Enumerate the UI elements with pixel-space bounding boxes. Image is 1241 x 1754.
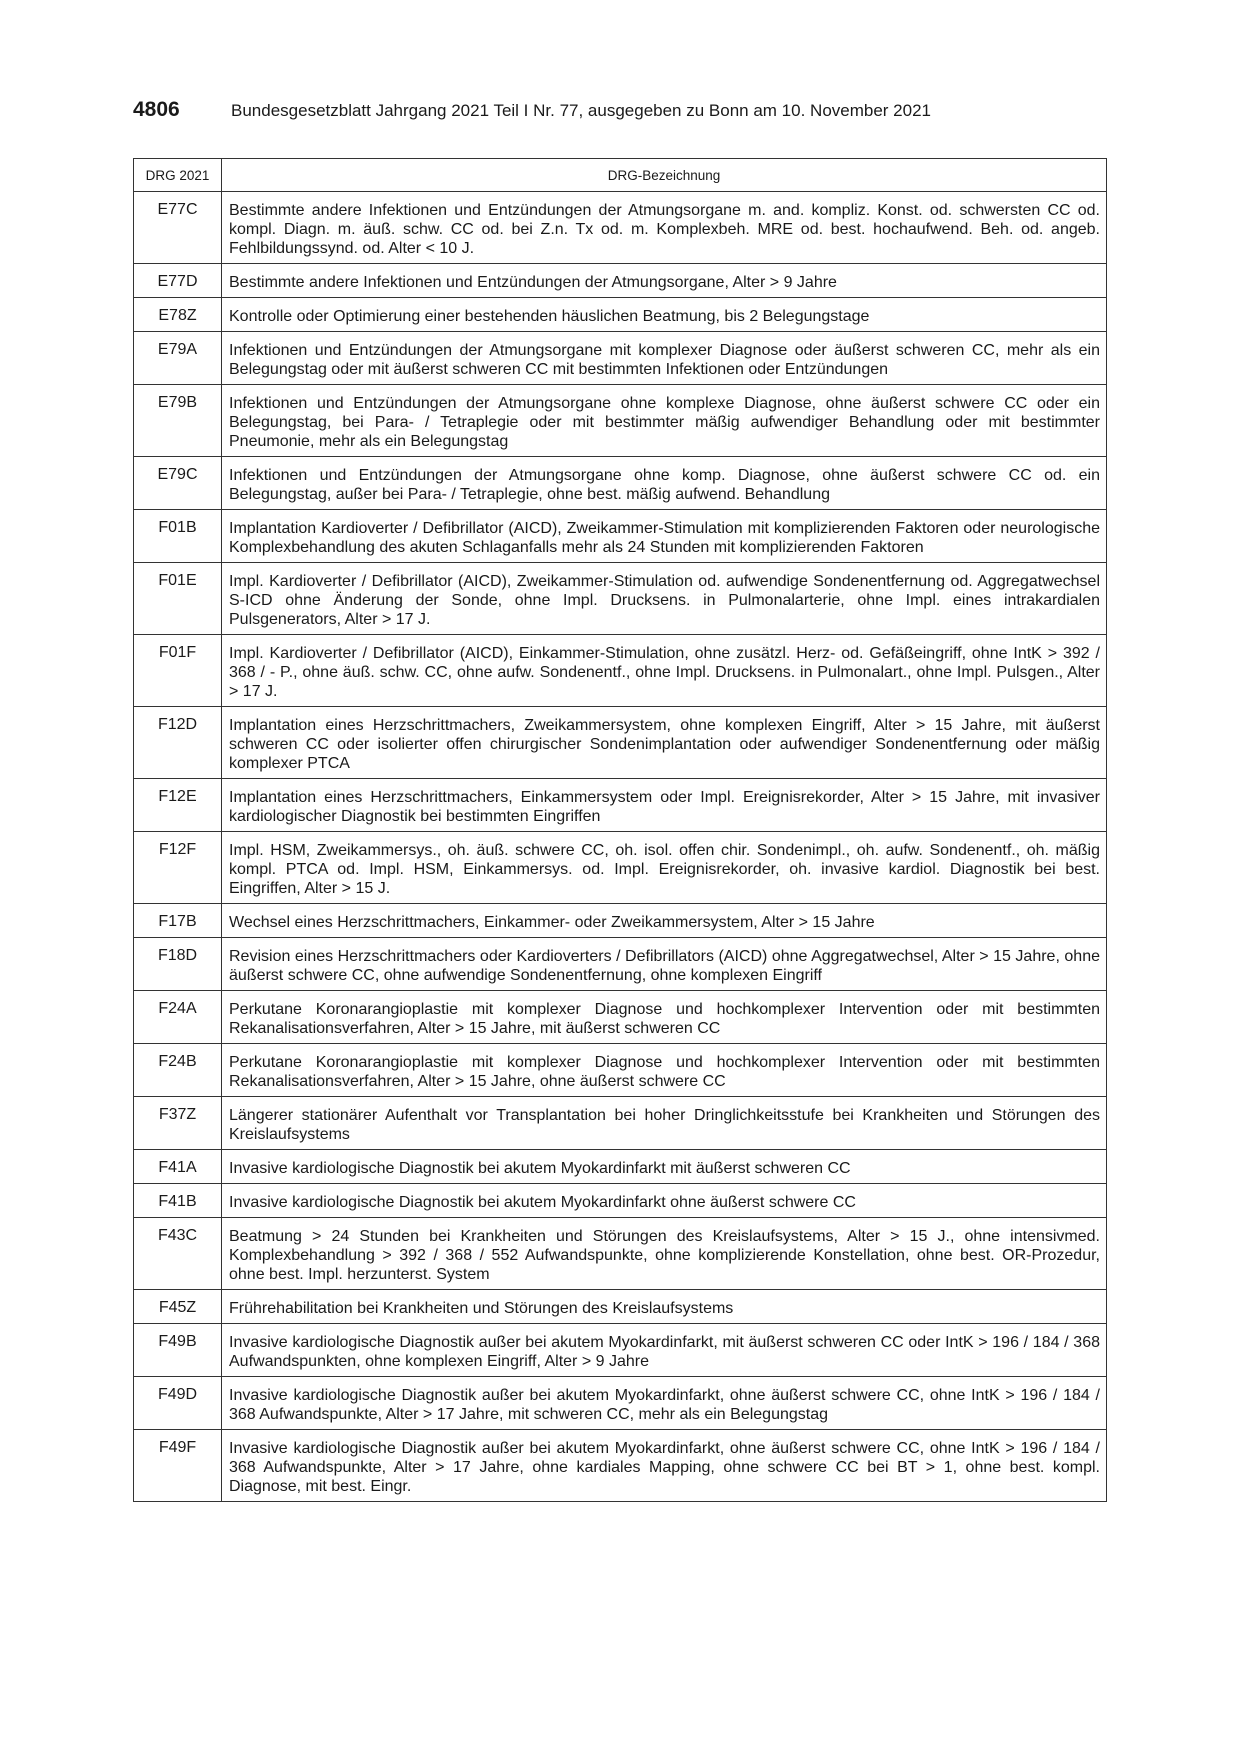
drg-description: Invasive kardiologische Diagnostik bei akutem Myokardinfarkt mit äußerst schweren CC (222, 1150, 1107, 1184)
drg-code: F41B (134, 1184, 222, 1218)
table-row (134, 635, 1107, 707)
drg-code: F49F (134, 1430, 222, 1502)
table-row (134, 1430, 1107, 1502)
drg-code: E77C (134, 192, 222, 264)
drg-description: Invasive kardiologische Diagnostik außer bei akutem Myokardinfarkt, ohne äußerst schwere CC, ohne IntK > 196 / 184 / 368 Aufwandspunkte, Alter > 17 Jahre, ohne kardiales Mapping, ohne schwere CC bei BT > 1, ohne best. kompl. Diagnose, mit best. Eingr. (222, 1430, 1107, 1502)
drg-description: Infektionen und Entzündungen der Atmungsorgane ohne komp. Diagnose, ohne äußerst schwere CC od. ein Belegungstag, außer bei Para- / Tetraplegie, ohne best. mäßig aufwend. Behandlung (222, 457, 1107, 510)
drg-description: Kontrolle oder Optimierung einer bestehenden häuslichen Beatmung, bis 2 Belegungstage (222, 298, 1107, 332)
table-row (134, 1218, 1107, 1290)
table-row (134, 1097, 1107, 1150)
drg-code: E77D (134, 264, 222, 298)
drg-code: E79B (134, 385, 222, 457)
drg-description: Perkutane Koronarangioplastie mit komplexer Diagnose und hochkomplexer Intervention oder mit bestimmten Rekanalisationsverfahren, Alter > 15 Jahre, mit äußerst schweren CC (222, 991, 1107, 1044)
drg-code: E79C (134, 457, 222, 510)
table-row (134, 1377, 1107, 1430)
table-row (134, 510, 1107, 563)
drg-code: E78Z (134, 298, 222, 332)
drg-code: F24B (134, 1044, 222, 1097)
table-row (134, 1044, 1107, 1097)
table-row (134, 779, 1107, 832)
table-row (134, 457, 1107, 510)
drg-code: F45Z (134, 1290, 222, 1324)
table-row (134, 192, 1107, 264)
drg-description: Implantation eines Herzschrittmachers, Einkammersystem oder Impl. Ereignisrekorder, Alter > 15 Jahre, mit invasiver kardiologischer Diagnostik bei bestimmten Eingriffen (222, 779, 1107, 832)
table-row (134, 332, 1107, 385)
drg-description: Frührehabilitation bei Krankheiten und Störungen des Kreislaufsystems (222, 1290, 1107, 1324)
publication-title: Bundesgesetzblatt Jahrgang 2021 Teil I Nr. 77, ausgegeben zu Bonn am 10. November 2021 (231, 101, 931, 120)
drg-code: F41A (134, 1150, 222, 1184)
drg-description: Invasive kardiologische Diagnostik bei akutem Myokardinfarkt ohne äußerst schwere CC (222, 1184, 1107, 1218)
drg-code: F18D (134, 938, 222, 991)
drg-description: Infektionen und Entzündungen der Atmungsorgane mit komplexer Diagnose oder äußerst schweren CC, mehr als ein Belegungstag oder mit äußerst schweren CC mit bestimmten Infektionen oder Entzündungen (222, 332, 1107, 385)
drg-description: Bestimmte andere Infektionen und Entzündungen der Atmungsorgane m. and. kompliz. Konst. od. schwersten CC od. kompl. Diagn. m. äuß. schw. CC od. bei Z.n. Tx od. m. Komplexbeh. MRE od. best. hochaufwend. Beh. od. angeb. Fehlbildungssynd. od. Alter < 10 J. (222, 192, 1107, 264)
drg-code: F24A (134, 991, 222, 1044)
table-row (134, 904, 1107, 938)
drg-description: Beatmung > 24 Stunden bei Krankheiten und Störungen des Kreislaufsystems, Alter > 15 J., ohne intensivmed. Komplexbehandlung > 392 / 368 / 552 Aufwandspunkte, ohne komplizierende Konstellation, ohne best. OR-Prozedur, ohne best. Impl. herzunterst. System (222, 1218, 1107, 1290)
drg-description: Implantation eines Herzschrittmachers, Zweikammersystem, ohne komplexen Eingriff, Alter > 15 Jahre, mit äußerst schweren CC oder isolierter offen chirurgischer Sondenimplantation oder aufwendiger Sondenentfernung oder mäßig komplexer PTCA (222, 707, 1107, 779)
column-header-code: DRG 2021 (134, 159, 222, 192)
drg-description: Revision eines Herzschrittmachers oder Kardioverters / Defibrillators (AICD) ohne Aggregatwechsel, Alter > 15 Jahre, ohne äußerst schwere CC, ohne aufwendige Sondenentfernung, ohne komplexen Eingriff (222, 938, 1107, 991)
drg-description: Impl. Kardioverter / Defibrillator (AICD), Zweikammer-Stimulation od. aufwendige Sondenentfernung od. Aggregatwechsel S-ICD ohne Änderung der Sonde, ohne Impl. Drucksens. in Pulmonalarterie, ohne Impl. eines intrakardialen Pulsgenerators, Alter > 17 J. (222, 563, 1107, 635)
drg-description: Perkutane Koronarangioplastie mit komplexer Diagnose und hochkomplexer Intervention oder mit bestimmten Rekanalisationsverfahren, Alter > 15 Jahre, ohne äußerst schwere CC (222, 1044, 1107, 1097)
table-row (134, 1290, 1107, 1324)
drg-table (133, 158, 1107, 1502)
drg-description: Längerer stationärer Aufenthalt vor Transplantation bei hoher Dringlichkeitsstufe bei Krankheiten und Störungen des Kreislaufsystems (222, 1097, 1107, 1150)
table-row (134, 298, 1107, 332)
table-row (134, 264, 1107, 298)
table-row (134, 1150, 1107, 1184)
column-header-description: DRG-Bezeichnung (222, 159, 1107, 192)
page-number: 4806 (133, 98, 180, 121)
table-row (134, 991, 1107, 1044)
drg-code: F01E (134, 563, 222, 635)
drg-code: F12D (134, 707, 222, 779)
page-header (133, 98, 1113, 128)
drg-code: F49B (134, 1324, 222, 1377)
table-row (134, 832, 1107, 904)
table-row (134, 707, 1107, 779)
table-row (134, 1184, 1107, 1218)
drg-description: Wechsel eines Herzschrittmachers, Einkammer- oder Zweikammersystem, Alter > 15 Jahre (222, 904, 1107, 938)
drg-code: F17B (134, 904, 222, 938)
drg-code: E79A (134, 332, 222, 385)
drg-description: Impl. HSM, Zweikammersys., oh. äuß. schwere CC, oh. isol. offen chir. Sondenimpl., oh. aufw. Sondenentf., oh. mäßig kompl. PTCA od. Impl. HSM, Einkammersys. od. Impl. Ereignisrekorder, oh. invasive kardiol. Diagnostik bei best. Eingriffen, Alter > 15 J. (222, 832, 1107, 904)
drg-code: F37Z (134, 1097, 222, 1150)
table-header-row (134, 159, 1107, 192)
drg-description: Invasive kardiologische Diagnostik außer bei akutem Myokardinfarkt, mit äußerst schweren CC oder IntK > 196 / 184 / 368 Aufwandspunkten, ohne komplexen Eingriff, Alter > 9 Jahre (222, 1324, 1107, 1377)
table-body (134, 192, 1107, 1502)
drg-code: F12F (134, 832, 222, 904)
table-row (134, 938, 1107, 991)
drg-description: Bestimmte andere Infektionen und Entzündungen der Atmungsorgane, Alter > 9 Jahre (222, 264, 1107, 298)
drg-code: F49D (134, 1377, 222, 1430)
drg-code: F01B (134, 510, 222, 563)
table-row (134, 385, 1107, 457)
drg-description: Implantation Kardioverter / Defibrillator (AICD), Zweikammer-Stimulation mit komplizierenden Faktoren oder neurologische Komplexbehandlung des akuten Schlaganfalls mehr als 24 Stunden mit komplizierenden Faktoren (222, 510, 1107, 563)
drg-code: F01F (134, 635, 222, 707)
drg-code: F43C (134, 1218, 222, 1290)
table-row (134, 563, 1107, 635)
drg-code: F12E (134, 779, 222, 832)
drg-description: Infektionen und Entzündungen der Atmungsorgane ohne komplexe Diagnose, ohne äußerst schwere CC oder ein Belegungstag, bei Para- / Tetraplegie oder mit bestimmter mäßig aufwendiger Behandlung oder mit bestimmter Pneumonie, mehr als ein Belegungstag (222, 385, 1107, 457)
table-row (134, 1324, 1107, 1377)
drg-description: Invasive kardiologische Diagnostik außer bei akutem Myokardinfarkt, ohne äußerst schwere CC, ohne IntK > 196 / 184 / 368 Aufwandspunkte, Alter > 17 Jahre, mit schweren CC, mehr als ein Belegungstag (222, 1377, 1107, 1430)
drg-description: Impl. Kardioverter / Defibrillator (AICD), Einkammer-Stimulation, ohne zusätzl. Herz- od. Gefäßeingriff, ohne IntK > 392 / 368 / - P., ohne äuß. schw. CC, ohne aufw. Sondenentf., ohne Impl. Drucksens. in Pulmonalart., ohne Impl. Pulsgen., Alter > 17 J. (222, 635, 1107, 707)
